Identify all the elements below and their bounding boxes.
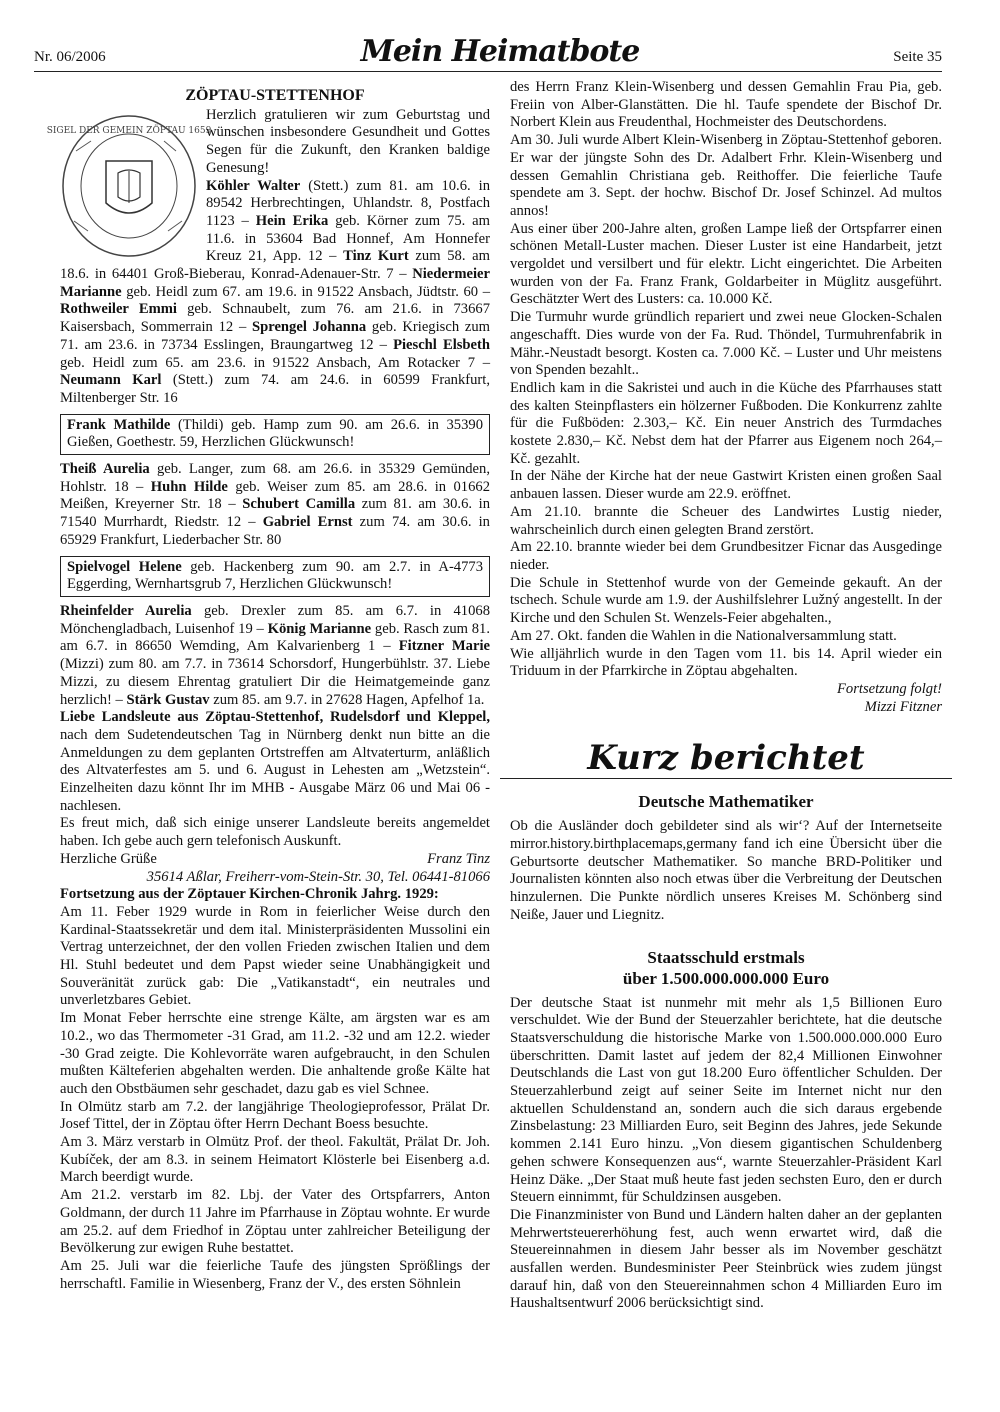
birthday-name: Tinz Kurt — [343, 248, 409, 265]
birthday-details: zum 81. am 30.6. in 71540 Murrhardt, Riedstr. 12 – — [60, 496, 490, 531]
birthday-details: zum 58. am 18.6. in 64401 Groß-Bieberau, Konrad-Adenauer-Str. 7 – — [60, 248, 490, 283]
greeting-line: Herzliche Grüße Franz Tinz — [60, 850, 490, 867]
birthday-details: geb. Drexler zum 85. am 6.7. in 41068 Mönchengladbach, Luisenhof 19 – — [60, 602, 490, 637]
chronik-author: Mizzi Fitzner — [864, 698, 942, 715]
chronik-paragraph: Am 25. Juli war die feierliche Taufe des jüngsten Sprößlings der herrschaftl. Familie in Wiesenberg, Franz der V., des ersten Söhnlein — [60, 1258, 490, 1292]
chronik-paragraph: Im Monat Feber herrschte eine strenge Kälte, am ärgsten war es am 10.2., wo das Thermometer -31 Grad, am 11.2. -32 und am 12.2. wieder -30 Grad zeigte. Die Kohlevorräte waren aufgebraucht, in den Schulen mußten Kälteferien abgehalten werden. Die anhaltende große Kälte hat auch den Obstbäumen sehr geschadet, dazu gab es viel Schnee. — [60, 1010, 490, 1097]
kurz-berichtet-heading: Kurz berichtet — [587, 738, 865, 779]
masthead-logo: Mein Heimatbote — [360, 34, 640, 69]
birthday-list-3 — [60, 603, 490, 709]
chronik-paragraph: In der Nähe der Kirche hat der neue Gastwirt Kristen einen großen Saal anbauen lassen. Dieser wurde am 22.9. eröffnet. — [510, 468, 942, 503]
chronik-paragraph: Am 11. Feber 1929 wurde in Rom in feierlicher Weise durch den Kardinal-Staatssekretär und dem ital. Ministerpräsidenten Mussolini ein Vertrag unterzeichnet, der den vollen Frieden zwischen Italien und dem Hl. Stuhl bedeutet und dem Papst wieder seine Unabhängigkeit und Souveränität zurück gab: Die „Vatikanstadt“, ein neutrales und unverletzbares Gebiet. — [60, 903, 490, 1009]
continued-note: Fortsetzung folgt! — [837, 680, 942, 697]
header-rule — [34, 71, 942, 72]
chronik-paragraph: Am 30. Juli wurde Albert Klein-Wisenberg in Zöptau-Stettenhof geboren. Er war der jüngste Sohn des Dr. Adalbert Frhr. Klein-Wisenberg und dessen Gemahlin Christiana geb. Reithoffer. Die feierliche Taufe spendete am 3. Sept. der hochw. Bischof Dr. Josef Schinzel. Ad multos annos! — [510, 132, 942, 219]
birthday-name: Pieschl Elsbeth — [393, 336, 491, 353]
birthday-name: Fitzner Marie — [398, 638, 490, 655]
chronik-paragraph: Die Schule in Stettenhof wurde von der Gemeinde gekauft. An der tschech. Schule wurde am 1.9. der Aushilfslehrer Lužný angestellt. In der Kirche und den Schulen St. Wenzels-Feier abgehalten., — [510, 574, 942, 627]
birthday-name: Niedermeier Marianne — [60, 266, 490, 300]
birthday-details: zum 85. am 9.7. in 27628 Hagen, Apfelhof 1a. — [209, 691, 485, 708]
debt-article — [510, 995, 942, 1314]
birthday-details: geb. Langer, zum 68. am 26.6. in 35329 Gemünden, Hohlstr. 18 – — [60, 461, 490, 495]
chronik-paragraph: Am 22.10. brannte wieder bei dem Grundbesitzer Ficnar das Ausgedinge nieder. — [510, 539, 942, 573]
birthday-name: Neumann Karl — [60, 372, 162, 389]
banner-rule — [500, 778, 952, 779]
birthday-name: Rheinfelder Aurelia — [60, 602, 192, 619]
math-text: Ob die Ausländer doch gebildeter sind als wir‘? Auf der Internetseite mirror.history.birthplacemaps,germany fand ich eine Übersicht über die Geburtsorte deutscher Mathematiker. So manche BRD-Politiker und Journalisten könnten also noch etwas über die Verbreitung der Deutschen hinzulernen. Die Punkte nördlich unseres Kreises M. Schönberg sind Neiße, Jauer und Liegnitz. — [510, 818, 942, 923]
birthday-name: Sprengel Johanna — [252, 319, 367, 336]
chronik-paragraph: Die Turmuhr wurde gründlich repariert und zwei neue Glocken-Schalen angeschafft. Dies wurde von der Fa. Rud. Thöndel, Turmuhrenfabrik in Mähr.-Neustadt besorgt. Kosten ca. 7.000 Kč. – Luster und Uhr meistens von Spenden bezahlt.. — [510, 309, 942, 379]
chronik-paragraph: Am 21.2. verstarb im 82. Lbj. der Vater des Ortspfarrers, Anton Goldmann, der durch 11 Jahre im Pfarrhause in Zöptau wohnte. Er wurde am 25.2. auf dem Friedhof in Zöptau unter zahlreicher Beteiligung der Bevölkerung zur ewigen Ruhe bestattet. — [60, 1187, 490, 1257]
sender-address: 35614 Aßlar, Freiherr-vom-Stein-Str. 30, Tel. 06441-81066 — [146, 868, 490, 885]
birthday-details: (Stett.) zum 74. am 24.6. in 60599 Frankfurt, Miltenberger Str. 16 — [60, 372, 490, 406]
birthday-name: Köhler Walter — [206, 177, 301, 194]
chronik-paragraph: Endlich kam in die Sakristei und auch in die Küche des Pfarrhauses statt des kalten Steinpflasters ein hölzerner Fußboden. Die Konkurrenz zahlte für die Fußböden: 2.303,– Kč. Ein neuer Anstrich des Turmdaches kostete 2.830,– Kč. Nebst dem hat der Pfarrer aus Eigenem noch 264,– Kč. gezahlt. — [510, 379, 942, 467]
highlight-box-frank: Frank Mathilde (Thildi) geb. Hamp zum 90. am 26.6. in 35390 Gießen, Goethestr. 59, Herzlichen Glückwunsch! — [60, 414, 490, 455]
chronik-paragraph: Wie alljährlich wurde in den Tagen vom 11. bis 14. April wieder ein Triduum in der Pfarrkirche in Zöptau abgehalten. — [510, 645, 942, 680]
birthday-details: geb. Heidl zum 65. am 23.6. in 91522 Ansbach, Am Rotacker 7 – — [60, 354, 490, 371]
birthday-name: Stärk Gustav — [126, 691, 210, 708]
issue-number: Nr. 06/2006 — [34, 49, 106, 65]
chronik-heading: Fortsetzung aus der Zöptauer Kirchen-Chronik Jahrg. 1929: — [60, 886, 439, 903]
birthday-name: Gabriel Ernst — [262, 514, 353, 531]
birthday-name: Hein Erika — [255, 212, 329, 229]
birthday-details: geb. Weiser zum 85. am 28.6. in 01662 Meißen, Kreyerner Str. 18 – — [60, 478, 490, 513]
chronik-paragraph: Am 27. Okt. fanden die Wahlen in die Nationalversammlung statt. — [510, 627, 897, 644]
birthday-details: geb. Schnaubelt, zum 76. am 21.6. in 73667 Kaisersbach, Sommerrain 12 – — [60, 301, 490, 336]
appeal-paragraph: Liebe Landsleute aus Zöptau-Stettenhof, Rudelsdorf und Kleppel, nach dem Sudetendeutschen Tag in Nürnberg denkt nun bitte an die Anmeldungen zu dem geplanten Ortstreffen am Altvaterturm, anläßlich des Altvaterfestes am 5. und 6. August in Lehesten am „Wetzstein“. Einzelheiten dazu könnt Ihr im MHB - Ausgabe März 06 und Mai 06 - nachlesen. — [60, 709, 490, 814]
kurz-berichtet-banner — [510, 738, 942, 779]
seal-legend: SIGEL DER GEMEIN ZÖPTAU 1659 — [46, 125, 212, 136]
birthday-name: Theiß Aurelia — [60, 461, 150, 478]
birthday-details: geb. Kriegisch zum 71. am 23.6. in 73734 Esslingen, Braungartweg 12 – — [60, 319, 490, 353]
math-title: Deutsche Mathematiker — [638, 792, 814, 812]
chronik-paragraph: Am 21.10. brannte die Scheuer des Landwirtes Lustig nieder, wahrscheinlich durch einen gelegten Brand zerstört. — [510, 503, 942, 538]
birthday-details: zum 74. am 30.6. in 65929 Frankfurt, Liederbacher Str. 80 — [60, 514, 490, 548]
right-column — [510, 79, 942, 1313]
page-number: Seite 35 — [893, 49, 942, 65]
chronik-paragraph: Am 3. März verstarb in Olmütz Prof. der theol. Fakultät, Prälat Dr. Joh. Kubíček, der am 8.3. in seinem Heimatort Klösterle bei Eisenberg a.d. March beerdigt wurde. — [60, 1134, 490, 1186]
birthday-details: (Stett.) zum 81. am 10.6. in 89542 Herbrechtingen, Uhlandstr. 8, Postfach 1123 – — [206, 177, 490, 229]
birthday-name: Schubert Camilla — [242, 496, 356, 513]
birthday-details: geb. Rasch zum 81. am 6.7. in 86650 Wemding, Am Kalvarienberg 1 – — [60, 620, 491, 655]
birthday-details: (Mizzi) zum 80. am 7.7. in 73614 Schorsdorf, Hungerbühlstr. 37. Liebe Mizzi, zu diesem Ehrentag gratuliert Dir die Heimatgemeinde ganz herzlich! – — [60, 656, 490, 708]
debt-paragraph: Der deutsche Staat ist nunmehr mit mehr als 1,5 Billionen Euro verschuldet. Wie der Bund der Steuerzahler berichtete, hat die deutsche Staatsverschuldung die historische Marke von 1.500.000.000.000 Euro überschritten. Damit lastet auf jedem der 82,4 Millionen Einwohner Deutschlands die Last von gut 18.200 Euro öffentlicher Schulden. Der Steuerzahlerbund zeigt auf seiner Seite im Internet nicht nur den aktuellen Schuldenstand an, sondern auch die sich daraus ergebende Zinsbelastung: 23 Milliarden Euro, seit Beginn des Jahres, jede Sekunde kommen 2.141 Euro hinzu. „Von diesem gigantischen Schuldenberg gehen schwere Konsequenzen aus“, warnte Steuerzahler-Präsident Karl Heinz Däke. „Der Staat muß heute fast jeden sechsten Euro, den er durch Steuern einnimmt, für Schuldzinsen ausgeben. — [510, 994, 942, 1206]
chronik-paragraph: Aus einer über 200-Jahre alten, großen Lampe ließ der Ortspfarrer einen schönen Metall-Luster machen. Dieser Luster ist eine Handarbeit, jetzt vergoldet und versilbert und für elektr. Licht eingerichtet. Die Arbeiten wurden von der Fa. Franz Frank, Goldarbeiter in Müglitz ausgeführt. Geschätzter Wert des Lusters: ca. 10.000 Kč. — [510, 220, 942, 308]
debt-title: Staatsschuld erstmals über 1.500.000.000.000 Euro — [622, 947, 830, 988]
intro-text: Herzlich gratulieren wir zum Geburtstag und wünschen insbesondere Gesundheit und Gottes Segen für die Zukunft, den Kranken baldige Genesung! — [206, 106, 490, 176]
chronik-paragraph: des Herrn Franz Klein-Wisenberg und dessen Gemahlin Frau Pia, geb. Freiin von Alber-Glanstätten. Die hl. Taufe spendete der Bischof Dr. Norbert Klein aus Freudenthal, Hochmeister des Deutschordens. — [510, 79, 942, 131]
birthday-name: Huhn Hilde — [150, 478, 228, 495]
chronik-paragraph: In Olmütz starb am 7.2. der langjährige Theologieprofessor, Prälat Dr. Josef Tittel, der in Zöptau öfter Herrn Dechant Boess besuchte. — [60, 1098, 490, 1133]
town-seal-icon — [46, 111, 212, 261]
birthday-details: geb. Heidl zum 67. am 19.6. in 91522 Ansbach, Jüdtstr. 60 – — [121, 283, 490, 300]
birthday-details: geb. Körner zum 75. am 11.6. in 53604 Bad Honnef, Am Honnefer Kreuz 21, App. 12 – — [206, 212, 491, 265]
birthday-name: König Marianne — [267, 620, 372, 637]
birthday-name: Rothweiler Emmi — [60, 301, 177, 318]
appeal-paragraph-2: Es freut mich, daß sich einige unserer Landsleute bereits angemeldet haben. Ich gebe auch gern telefonisch Auskunft. — [60, 815, 490, 850]
highlight-box-spielvogel: Spielvogel Helene geb. Hackenberg zum 90. am 2.7. in A-4773 Eggerding, Wernhartsgrub 7, Herzlichen Glückwunsch! — [60, 556, 490, 597]
left-column — [46, 79, 491, 1293]
chronik-left — [60, 904, 490, 1293]
debt-paragraph: Die Finanzminister von Bund und Ländern halten daher an der geplanten Mehrwertsteuererhöhung fest, auch wenn erwartet wird, daß die Steuereinnahmen in diesem Jahr besser als im November geschätzt ausfallen werden. Bundesminister Peer Steinbrück wies zudem jüngst darauf hin, daß von den Steuereinnahmen schon 4 Milliarden Euro im Haushaltsentwurf 2006 berücksichtigt sind. — [510, 1206, 942, 1312]
birthday-list-2 — [60, 461, 490, 550]
section-title-zoeptau: ZÖPTAU-STETTENHOF — [185, 87, 365, 104]
chronik-right — [510, 79, 942, 681]
